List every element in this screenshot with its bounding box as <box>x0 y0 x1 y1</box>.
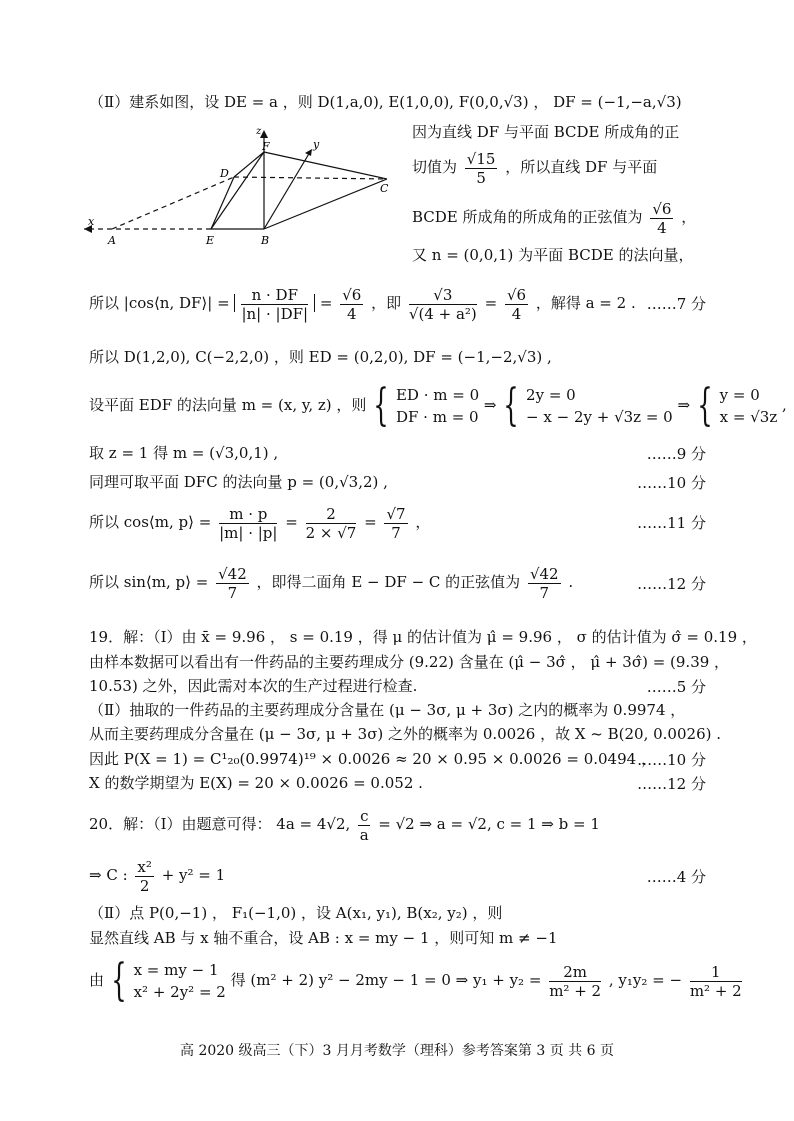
mark-11: ……11 分 <box>637 514 706 532</box>
q20-l5-a: 得 (m² + 2) y² − 2my − 1 = 0 ⇒ y₁ + y₂ = <box>230 971 542 989</box>
q19-mark-12: ……12 分 <box>637 775 706 793</box>
brace-2: { <box>503 380 519 431</box>
part2-r2 <box>412 147 657 187</box>
cos1-text-c: ，即 <box>371 294 402 312</box>
cos1-frac2-den: 4 <box>347 304 357 323</box>
cos2-text-e: ， <box>415 513 431 531</box>
cos1-text-a: 所以 |cos⟨n, DF⟩| = <box>89 294 230 312</box>
q20-l1-den: a <box>359 825 369 844</box>
cos-n-df-line <box>89 278 636 328</box>
implies-2: ⇒ <box>677 396 691 414</box>
label-x: x <box>88 215 95 228</box>
q20-l2-frac <box>135 858 153 895</box>
q20-s2: x² + 2y² = 2 <box>133 983 226 1001</box>
q20-l2-a: ⇒ C : <box>89 866 128 884</box>
part2-r3-den: 4 <box>657 218 667 237</box>
cos1-frac4-den: 4 <box>511 304 522 323</box>
part2-r3-frac <box>650 200 673 237</box>
part2-r2-text-b: ，所以直线 DF 与平面 <box>505 158 658 176</box>
q20-s1: x = my − 1 <box>133 961 219 979</box>
label-A: A <box>108 234 116 247</box>
sin-text-a: 所以 sin⟨m, p⟩ = <box>89 573 209 591</box>
label-D: D <box>220 167 229 180</box>
part2-r2-num: √15 <box>466 149 496 168</box>
label-y: y <box>313 138 320 151</box>
brace-3: { <box>697 380 713 431</box>
q20-l5-den2: m² + 2 <box>689 981 742 1000</box>
fig-line-FC <box>264 152 387 179</box>
q20-l5-num: 2m <box>549 963 601 982</box>
part2-r3-num: √6 <box>652 199 672 218</box>
part2-r1: 因为直线 DF 与平面 BCDE 所成角的正 <box>412 123 680 141</box>
mark-10: ……10 分 <box>637 474 706 492</box>
cos2-frac2-num: 2 <box>306 505 357 524</box>
cos1-frac3-num: √3 <box>409 286 477 305</box>
fig-line-EF <box>211 152 264 229</box>
sys1-a: ED · m = 0 <box>395 386 480 404</box>
cos2-text-a: 所以 cos⟨m, p⟩ = <box>89 513 212 531</box>
cos1-eq2: = <box>484 294 498 312</box>
mark-9: ……9 分 <box>646 445 706 463</box>
cos2-frac3 <box>384 505 407 542</box>
sin-den: 7 <box>227 583 238 602</box>
q20-mark-4: ……4 分 <box>646 868 706 886</box>
cos1-frac2 <box>340 286 363 323</box>
part2-r2-frac <box>465 150 498 187</box>
label-C: C <box>380 182 389 195</box>
sin-text-b: ，即得二面角 E − DF − C 的正弦值为 <box>256 573 521 591</box>
cos2-frac3-num: √7 <box>386 504 406 523</box>
q20-line-1 <box>89 802 600 846</box>
part2-r2-text-a: 切值为 <box>412 158 458 176</box>
part2-r4: 又 n = (0,0,1) 为平面 BCDE 的法向量， <box>412 246 694 264</box>
q20-l1-b: = √2 ⇒ a = √2, c = 1 ⇒ b = 1 <box>378 815 600 833</box>
sys2-b: − x − 2y + √3z = 0 <box>526 408 673 426</box>
q20-l2-b: + y² = 1 <box>161 866 226 884</box>
comma: , <box>782 396 787 414</box>
sin2-den: 7 <box>539 583 550 602</box>
q20-system <box>134 959 226 1003</box>
same-line: 同理可取平面 DFC 的法向量 p = (0,√3,2) , <box>89 473 388 491</box>
system-1 <box>396 384 479 428</box>
q19-mark-10: ……10 分 <box>637 751 706 769</box>
take-line: 取 z = 1 得 m = (√3,0,1) , <box>89 444 279 462</box>
q20-line-4: 显然直线 AB 与 x 轴不重合，设 AB : x = my − 1 ，则可知 m ≠ −1 <box>89 929 558 947</box>
q20-line-2 <box>89 853 225 897</box>
cos2-eq2: = <box>364 513 377 531</box>
sin-frac2 <box>528 565 561 602</box>
cos-m-p-line <box>89 497 430 547</box>
q19-line-3: 10.53) 之外，因此需对本次的生产过程进行检查. <box>89 677 418 695</box>
q20-l2-num: x² <box>137 857 152 876</box>
sin-frac <box>216 565 249 602</box>
label-F: F <box>262 140 270 153</box>
q20-line-5 <box>89 955 745 1005</box>
sys1-b: DF · m = 0 <box>395 408 479 426</box>
q20-l5-frac2 <box>690 963 742 1000</box>
sys3-b: x = √3z <box>719 408 778 426</box>
fig-line-BC <box>264 179 387 229</box>
cos2-num: m · p <box>219 505 277 524</box>
label-B: B <box>261 234 270 247</box>
label-z: z <box>256 126 262 137</box>
sin-line <box>89 560 573 604</box>
q20-line-3: （Ⅱ）点 P(0,−1) ， F₁(−1,0) ，设 A(x₁, y₁), B(x₂, y₂) ，则 <box>89 904 503 922</box>
page-footer: 高 2020 级高三（下）3 月月考数学（理科）参考答案第 3 页 共 6 页 <box>180 1043 614 1059</box>
cos1-num: n · DF <box>241 286 308 305</box>
fig-line-DC <box>234 177 387 179</box>
q19-line-1: 19．解：（Ⅰ）由 x̄ = 9.96 ， s = 0.19 ，得 μ 的估计值为 μ̂ = 9.96 ， σ 的估计值为 σ̂ = 0.19 ， <box>89 628 757 646</box>
cos2-frac2 <box>306 505 357 542</box>
sin2-num: √42 <box>529 564 559 583</box>
cos1-frac2-num: √6 <box>342 285 362 304</box>
part2-r3-text-a: BCDE 所成角的所成角的正弦值为 <box>412 208 643 226</box>
sys3-a: y = 0 <box>719 386 760 404</box>
q20-l1-frac <box>358 807 370 844</box>
cos1-text-e: ，解得 a = 2 . <box>535 294 636 312</box>
points-line: 所以 D(1,2,0), C(−2,2,0) ，则 ED = (0,2,0), DF = (−1,−2,√3) , <box>89 348 552 366</box>
q19-line-6: 因此 P(X = 1) = C¹₂₀(0.9974)¹⁹ × 0.0026 ≈ 20 × 0.95 × 0.0026 = 0.0494 ， <box>89 750 656 768</box>
label-E: E <box>206 234 215 247</box>
q19-line-2: 由样本数据可以看出有一件药品的主要药理成分 (9.22) 含量在 (μ̂ − 3σ̂ ， μ̂ + 3σ̂) = (9.39 ， <box>89 653 730 671</box>
q19-line-7: X 的数学期望为 E(X) = 20 × 0.0026 = 0.052 . <box>89 774 423 792</box>
sys2-a: 2y = 0 <box>526 386 576 404</box>
cos1-frac3 <box>409 286 477 323</box>
q20-l1-a: 20．解：（Ⅰ）由题意可得： 4a = 4√2, <box>89 815 351 833</box>
q19-line-5: 从而主要药理成分含量在 (μ − 3σ, μ + 3σ) 之外的概率为 0.0026 ，故 X ~ B(20, 0.0026) . <box>89 725 721 743</box>
cos1-frac4 <box>505 286 528 323</box>
part2-r3-text-b: ， <box>681 208 697 226</box>
cos2-frac2-den: 2 × √7 <box>305 523 357 542</box>
part2-r2-den: 5 <box>476 168 486 187</box>
fig-line-yaxis <box>264 152 310 229</box>
mark-12: ……12 分 <box>637 575 706 593</box>
sin-text-c: . <box>568 573 574 591</box>
cos1-frac <box>241 286 308 323</box>
system-2 <box>526 384 673 428</box>
cos1-eq: = <box>319 294 333 312</box>
normal-system-line <box>89 380 787 430</box>
cos2-frac <box>219 505 277 542</box>
q20-brace: { <box>111 955 127 1006</box>
q20-l5-frac <box>549 963 601 1000</box>
brace-1: { <box>373 380 389 431</box>
part2-intro: （Ⅱ）建系如图，设 DE = a ，则 D(1,a,0), E(1,0,0), F(0,0,√3) ， DF = (−1,−a,√3) <box>89 93 682 111</box>
cos1-frac4-num: √6 <box>506 285 527 304</box>
q20-l5-pre: 由 <box>89 971 105 989</box>
cos1-frac3-den: √(4 + a²) <box>408 304 477 323</box>
cos1-den: |n| · |DF| <box>241 304 309 323</box>
geometry-figure <box>84 122 404 252</box>
q20-l1-num: c <box>360 806 369 825</box>
mark-7: ……7 分 <box>646 295 706 313</box>
q20-l5-b: , y₁y₂ = − <box>608 971 683 989</box>
q20-l5-den: m² + 2 <box>549 981 602 1000</box>
cos2-eq: = <box>285 513 298 531</box>
implies-1: ⇒ <box>483 396 497 414</box>
cos2-frac3-den: 7 <box>391 523 401 542</box>
q20-l2-den: 2 <box>139 876 150 895</box>
system-3 <box>720 384 778 428</box>
sin-num: √42 <box>218 564 247 583</box>
q20-l5-num2: 1 <box>690 963 742 982</box>
normal-text: 设平面 EDF 的法向量 m = (x, y, z) ，则 <box>89 396 367 414</box>
q19-line-4: （Ⅱ）抽取的一件药品的主要药理成分含量在 (μ − 3σ, μ + 3σ) 之内的概率为 0.9974 ， <box>89 701 686 719</box>
part2-r3 <box>412 197 696 237</box>
cos2-den: |m| · |p| <box>219 523 278 542</box>
q19-mark-5: ……5 分 <box>646 678 706 696</box>
